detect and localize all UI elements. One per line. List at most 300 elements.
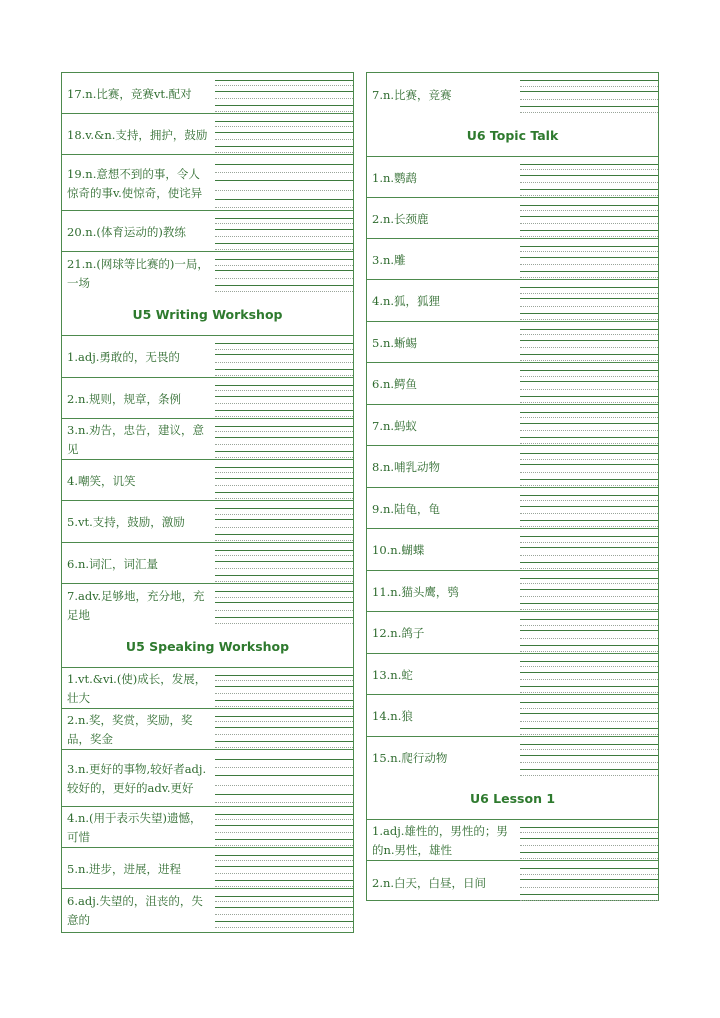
writing-line [215, 775, 353, 776]
writing-guide-line [215, 236, 353, 237]
writing-line [520, 547, 658, 548]
writing-guide-line [215, 680, 353, 681]
vocab-term: 3.n.更好的事物,较好者adj.较好的，更好的adv.更好 [67, 762, 207, 795]
writing-guide-line [215, 265, 353, 266]
writing-guide-line [215, 623, 353, 624]
writing-guide-line [520, 583, 658, 584]
writing-guide-line [215, 172, 353, 173]
answer-lines[interactable] [520, 198, 658, 238]
writing-line [520, 506, 658, 507]
vocab-term: 4.嘲笑，讥笑 [67, 473, 136, 488]
writing-guide-line [215, 785, 353, 786]
writing-line [215, 921, 353, 922]
vocab-term: 3.n.劝告，忠告，建议，意见 [67, 423, 205, 456]
writing-line [520, 437, 658, 438]
writing-line [520, 340, 658, 341]
left-items-a [62, 73, 353, 294]
writing-line [520, 713, 658, 714]
vocab-term: 19.n.意想不到的事，令人惊奇的事v.使惊奇，使诧异 [67, 166, 203, 200]
vocab-row [62, 709, 353, 750]
vocab-row [367, 157, 658, 198]
writing-guide-line [520, 513, 658, 514]
vocab-term: 5.n.进步，进展，进程 [67, 861, 182, 876]
writing-line [520, 852, 658, 853]
answer-lines[interactable] [215, 501, 353, 542]
writing-line [215, 164, 353, 165]
writing-guide-line [215, 886, 353, 887]
writing-guide-line [520, 887, 658, 888]
writing-guide-line [215, 802, 353, 803]
writing-line [520, 894, 658, 895]
writing-line [520, 216, 658, 217]
vocab-term: 15.n.爬行动物 [372, 751, 448, 765]
vocab-term: 2.n.奖，奖赏，奖励，奖品，奖金 [67, 713, 193, 746]
writing-line [520, 164, 658, 165]
writing-guide-line [520, 86, 658, 87]
writing-line [520, 578, 658, 579]
writing-line [215, 80, 353, 81]
writing-guide-line [520, 277, 658, 278]
writing-line [520, 838, 658, 839]
writing-line [520, 744, 658, 745]
writing-line [215, 385, 353, 386]
vocab-row [367, 198, 658, 239]
writing-guide-line [520, 210, 658, 211]
vocab-term: 9.n.陆龟，龟 [372, 501, 441, 516]
writing-line [215, 229, 353, 230]
answer-lines[interactable] [215, 378, 353, 418]
answer-lines[interactable] [215, 807, 353, 847]
writing-guide-line [215, 873, 353, 874]
writing-guide-line [520, 708, 658, 709]
answer-lines[interactable] [215, 73, 353, 113]
vocab-term: 13.n.蛇 [372, 667, 413, 682]
answer-lines[interactable] [520, 405, 658, 445]
writing-guide-line [520, 638, 658, 639]
answer-lines[interactable] [520, 488, 658, 528]
writing-guide-line [520, 99, 658, 100]
writing-guide-line [215, 747, 353, 748]
writing-guide-line [215, 207, 353, 208]
writing-line [215, 354, 353, 355]
writing-line [520, 271, 658, 272]
writing-line [520, 728, 658, 729]
writing-guide-line [520, 319, 658, 320]
vocab-term: 2.n.长颈鹿 [372, 211, 429, 226]
vocab-row [367, 861, 658, 903]
writing-guide-line [215, 249, 353, 250]
writing-workshop-items [62, 336, 353, 626]
vocab-term: 7.n.比赛，竞赛 [372, 87, 452, 102]
vocab-term: 1.adj.勇敢的，无畏的 [67, 350, 180, 364]
writing-guide-line [215, 721, 353, 722]
writing-line [215, 759, 353, 760]
lesson-1-header: U6 Lesson 1 [367, 778, 658, 820]
writing-guide-line [520, 443, 658, 444]
writing-line [215, 727, 353, 728]
answer-lines[interactable] [520, 861, 658, 903]
answer-lines[interactable] [520, 612, 658, 653]
writing-line [215, 121, 353, 122]
writing-guide-line [215, 139, 353, 140]
writing-line [520, 106, 658, 107]
writing-line [215, 591, 353, 592]
writing-line [215, 825, 353, 826]
vocab-term: 1.n.鹦鹉 [372, 170, 418, 185]
vocab-row [367, 654, 658, 695]
vocab-row [62, 807, 353, 848]
writing-guide-line [520, 112, 658, 113]
writing-guide-line [520, 169, 658, 170]
writing-line [520, 630, 658, 631]
writing-guide-line [215, 555, 353, 556]
writing-guide-line [520, 417, 658, 418]
writing-guide-line [520, 568, 658, 569]
writing-guide-line [215, 901, 353, 902]
answer-lines[interactable] [520, 363, 658, 404]
answer-lines[interactable] [520, 529, 658, 570]
writing-line [520, 205, 658, 206]
vocab-term: 7.adv.足够地，充分地，充足地 [67, 589, 205, 622]
writing-guide-line [520, 223, 658, 224]
vocab-term: 1.adj.雄性的，男性的；男的n.男性，雄性 [372, 824, 508, 857]
vocab-row [62, 73, 353, 114]
writing-guide-line [520, 900, 658, 901]
writing-guide-line [520, 734, 658, 735]
writing-line [215, 285, 353, 286]
vocab-row [367, 571, 658, 612]
writing-guide-line [215, 111, 353, 112]
writing-guide-line [215, 914, 353, 915]
writing-line [520, 879, 658, 880]
vocab-row [62, 668, 353, 709]
writing-guide-line [215, 568, 353, 569]
writing-line [215, 451, 353, 452]
writing-line [215, 492, 353, 493]
writing-line [520, 313, 658, 314]
writing-line [215, 617, 353, 618]
writing-guide-line [215, 832, 353, 833]
writing-line [215, 896, 353, 897]
writing-guide-line [215, 403, 353, 404]
answer-lines[interactable] [215, 460, 353, 500]
writing-guide-line [520, 749, 658, 750]
answer-lines[interactable] [215, 848, 353, 888]
left-vocab-column [61, 72, 354, 933]
writing-line [520, 769, 658, 770]
vocab-row [367, 405, 658, 446]
writing-guide-line [520, 858, 658, 859]
writing-guide-line [520, 402, 658, 403]
writing-line [520, 230, 658, 231]
writing-line [215, 814, 353, 815]
writing-guide-line [520, 472, 658, 473]
writing-line [215, 199, 353, 200]
writing-guide-line [520, 195, 658, 196]
writing-line [215, 519, 353, 520]
writing-line [520, 868, 658, 869]
vocab-row [62, 501, 353, 543]
vocab-row [367, 446, 658, 488]
speaking-workshop-items [62, 668, 353, 930]
vocab-term: 4.n.(用于表示失望)遗憾，可惜 [67, 811, 202, 844]
answer-lines[interactable] [520, 239, 658, 279]
writing-guide-line [520, 334, 658, 335]
vocab-row [367, 737, 658, 778]
writing-guide-line [520, 485, 658, 486]
vocab-term: 18.v.&n.支持，拥护，鼓励 [67, 127, 208, 142]
writing-guide-line [215, 485, 353, 486]
vocab-row [367, 695, 658, 737]
writing-guide-line [520, 500, 658, 501]
writing-line [215, 259, 353, 260]
writing-line [215, 880, 353, 881]
writing-guide-line [520, 264, 658, 265]
writing-line [520, 520, 658, 521]
writing-guide-line [520, 306, 658, 307]
writing-guide-line [520, 832, 658, 833]
writing-guide-line [215, 457, 353, 458]
topic-talk-items [367, 157, 658, 778]
writing-guide-line [215, 190, 353, 191]
writing-line [215, 218, 353, 219]
writing-line [215, 716, 353, 717]
answer-lines[interactable] [520, 820, 658, 860]
writing-guide-line [215, 927, 353, 928]
writing-line [520, 423, 658, 424]
vocab-row [367, 322, 658, 363]
writing-line [520, 354, 658, 355]
answer-lines[interactable] [215, 584, 353, 626]
answer-lines[interactable] [215, 419, 353, 459]
writing-line [215, 686, 353, 687]
vocab-row [367, 73, 658, 115]
writing-line [215, 478, 353, 479]
answer-lines[interactable] [520, 654, 658, 694]
writing-line [215, 410, 353, 411]
writing-guide-line [520, 430, 658, 431]
writing-line [215, 794, 353, 795]
writing-guide-line [215, 349, 353, 350]
writing-line [215, 132, 353, 133]
writing-guide-line [520, 360, 658, 361]
writing-guide-line [520, 376, 658, 377]
writing-line [520, 370, 658, 371]
writing-line [215, 907, 353, 908]
vocab-row [367, 239, 658, 280]
writing-workshop-header: U5 Writing Workshop [62, 294, 353, 336]
writing-line [520, 686, 658, 687]
vocab-row [62, 114, 353, 155]
vocab-term: 8.n.哺乳动物 [372, 460, 441, 474]
writing-line [215, 741, 353, 742]
vocab-row [62, 584, 353, 626]
lesson-1-items [367, 820, 658, 903]
answer-lines[interactable] [520, 280, 658, 321]
vocab-term: 6.adj.失望的，沮丧的，失意的 [67, 893, 203, 927]
writing-guide-line [520, 651, 658, 652]
writing-line [520, 287, 658, 288]
writing-line [520, 827, 658, 828]
answer-lines[interactable] [520, 695, 658, 736]
writing-guide-line [520, 692, 658, 693]
writing-guide-line [215, 223, 353, 224]
writing-line [215, 866, 353, 867]
writing-guide-line [215, 126, 353, 127]
writing-guide-line [520, 625, 658, 626]
writing-line [215, 437, 353, 438]
writing-line [520, 91, 658, 92]
writing-line [215, 270, 353, 271]
writing-line [215, 146, 353, 147]
writing-line [215, 855, 353, 856]
vocab-term: 5.n.蜥蜴 [372, 335, 418, 350]
writing-guide-line [520, 293, 658, 294]
answer-lines[interactable] [520, 737, 658, 778]
writing-guide-line [520, 555, 658, 556]
topic-talk-header: U6 Topic Talk [367, 115, 658, 157]
writing-line [215, 561, 353, 562]
answer-lines[interactable] [215, 668, 353, 708]
writing-line [215, 675, 353, 676]
answer-lines[interactable] [215, 252, 353, 294]
writing-guide-line [215, 431, 353, 432]
writing-guide-line [520, 182, 658, 183]
writing-guide-line [215, 278, 353, 279]
writing-guide-line [215, 152, 353, 153]
writing-line [215, 426, 353, 427]
writing-line [520, 702, 658, 703]
answer-lines[interactable] [520, 322, 658, 362]
writing-guide-line [215, 444, 353, 445]
vocab-row [62, 252, 353, 294]
answer-lines[interactable] [520, 446, 658, 487]
right-items-a [367, 73, 658, 115]
writing-guide-line [520, 596, 658, 597]
writing-guide-line [520, 666, 658, 667]
vocab-row [62, 543, 353, 584]
answer-lines[interactable] [215, 211, 353, 251]
answer-lines[interactable] [215, 709, 353, 749]
writing-guide-line [215, 610, 353, 611]
writing-line [520, 381, 658, 382]
vocab-term: 3.n.雕 [372, 252, 406, 267]
writing-line [520, 189, 658, 190]
writing-line [520, 396, 658, 397]
writing-line [215, 91, 353, 92]
writing-line [520, 603, 658, 604]
writing-line [520, 661, 658, 662]
vocab-row [62, 336, 353, 378]
vocab-row [367, 820, 658, 861]
writing-guide-line [215, 498, 353, 499]
answer-lines[interactable] [215, 114, 353, 154]
vocab-term: 2.n.白天，白昼，日间 [372, 875, 487, 890]
writing-guide-line [520, 874, 658, 875]
writing-guide-line [215, 819, 353, 820]
answer-lines[interactable] [215, 155, 353, 210]
answer-lines[interactable] [215, 543, 353, 583]
writing-line [520, 298, 658, 299]
vocab-row [367, 363, 658, 405]
writing-guide-line [215, 291, 353, 292]
writing-guide-line [215, 362, 353, 363]
speaking-workshop-header: U5 Speaking Workshop [62, 626, 353, 668]
answer-lines[interactable] [520, 73, 658, 115]
writing-line [520, 619, 658, 620]
writing-line [215, 396, 353, 397]
right-vocab-column [366, 72, 659, 901]
writing-guide-line [215, 416, 353, 417]
writing-line [215, 550, 353, 551]
writing-line [215, 839, 353, 840]
answer-lines[interactable] [520, 157, 658, 197]
writing-guide-line [520, 389, 658, 390]
writing-guide-line [215, 734, 353, 735]
answer-lines[interactable] [215, 336, 353, 377]
vocab-row [62, 889, 353, 930]
writing-line [215, 180, 353, 181]
writing-guide-line [215, 98, 353, 99]
answer-lines[interactable] [215, 889, 353, 930]
vocab-term: 7.n.蚂蚁 [372, 418, 418, 433]
writing-guide-line [215, 85, 353, 86]
vocab-term: 4.n.狐，狐狸 [372, 294, 441, 308]
vocab-term: 6.n.鳄鱼 [372, 377, 418, 391]
writing-guide-line [520, 236, 658, 237]
vocab-row [62, 848, 353, 889]
writing-guide-line [215, 527, 353, 528]
writing-guide-line [215, 693, 353, 694]
answer-lines[interactable] [215, 750, 353, 806]
writing-guide-line [215, 375, 353, 376]
vocab-term: 10.n.蝴蝶 [372, 543, 425, 557]
writing-guide-line [215, 514, 353, 515]
writing-line [520, 672, 658, 673]
vocab-term: 12.n.鸽子 [372, 626, 425, 640]
writing-line [215, 105, 353, 106]
writing-guide-line [520, 721, 658, 722]
writing-line [520, 257, 658, 258]
writing-line [215, 243, 353, 244]
writing-guide-line [215, 540, 353, 541]
writing-guide-line [520, 609, 658, 610]
vocab-row [367, 488, 658, 529]
writing-guide-line [520, 459, 658, 460]
vocab-row [62, 211, 353, 252]
writing-line [520, 175, 658, 176]
writing-line [215, 369, 353, 370]
writing-guide-line [520, 775, 658, 776]
vocab-row [62, 378, 353, 419]
writing-guide-line [215, 472, 353, 473]
writing-line [520, 495, 658, 496]
writing-line [520, 479, 658, 480]
writing-guide-line [520, 762, 658, 763]
answer-lines[interactable] [520, 571, 658, 611]
vocab-term: 20.n.(体育运动的)教练 [67, 224, 186, 239]
vocab-row [62, 460, 353, 501]
writing-line [520, 645, 658, 646]
writing-line [215, 534, 353, 535]
writing-guide-line [215, 597, 353, 598]
writing-guide-line [520, 679, 658, 680]
writing-guide-line [520, 526, 658, 527]
vocab-term: 5.vt.支持，鼓励，激励 [67, 515, 185, 529]
vocab-row [367, 280, 658, 322]
writing-line [520, 589, 658, 590]
writing-guide-line [215, 860, 353, 861]
